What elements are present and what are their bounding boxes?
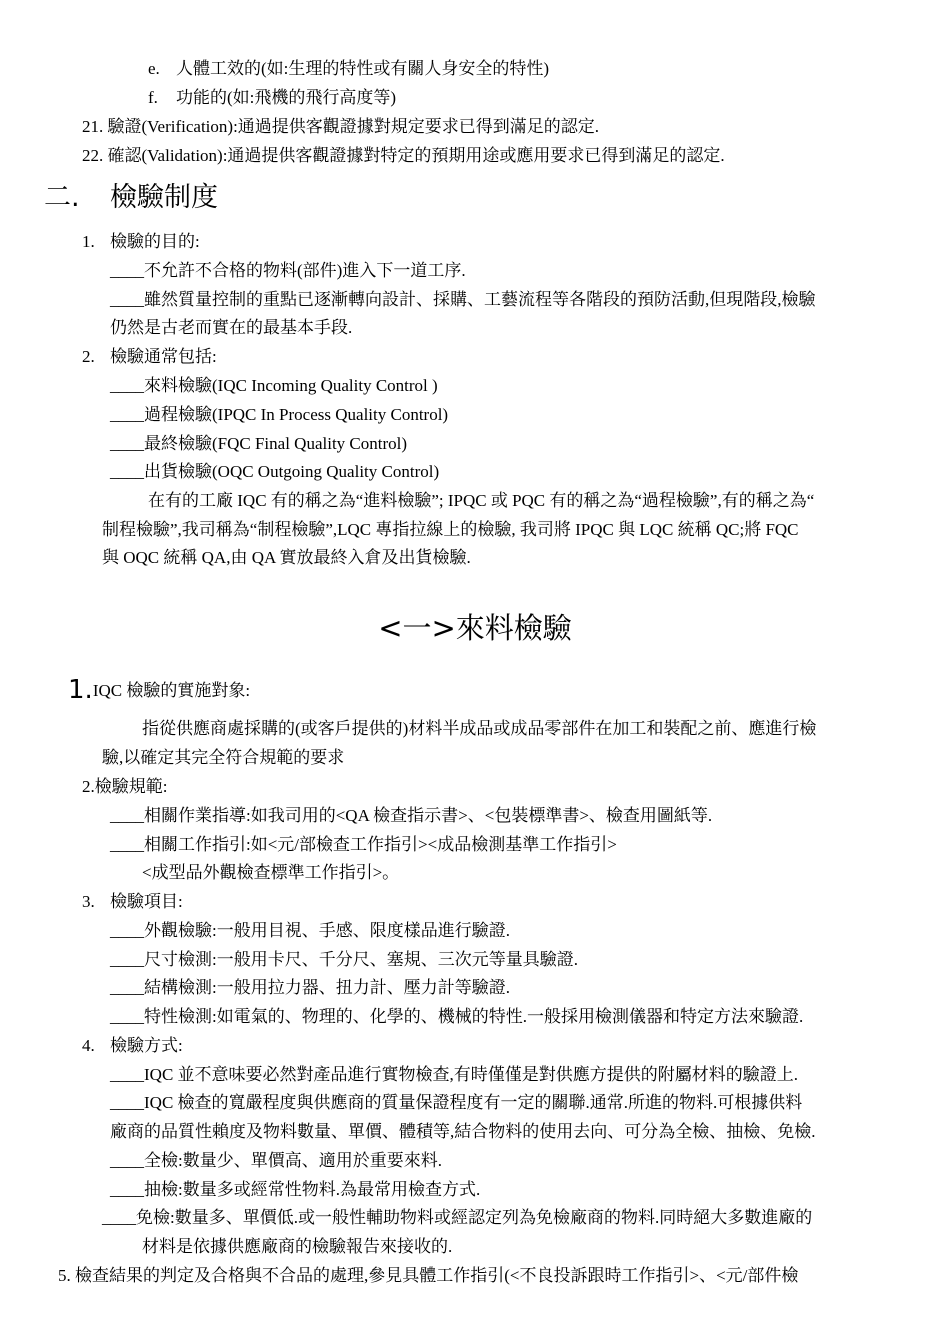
list-label: 檢驗的目的: [110, 232, 200, 251]
section-number: 1. [68, 675, 93, 705]
body-line: ____相關工作指引:如<元/部檢查工作指引><成品檢測基準工作指引> [110, 835, 617, 854]
item-22: 22. 確認(Validation):通過提供客觀證據對特定的預期用途或應用要求已得到滿足的認定. [82, 146, 725, 165]
body-line: 5. 檢查結果的判定及合格與不合品的處理,參見具體工作指引(<不良投訴跟時工作指引>、<元/部件檢 [58, 1266, 799, 1285]
body-line: 仍然是古老而實在的最基本手段. [110, 318, 353, 337]
body-line: ____抽檢:數量多或經常性物料.為最常用檢查方式. [110, 1180, 481, 1199]
chapter-title: <一>來料檢驗 [378, 611, 572, 645]
body-line: ____過程檢驗(IPQC In Process Quality Control) [110, 405, 449, 424]
paragraph-line: 驗,以確定其完全符合規範的要求 [102, 748, 345, 767]
item-e-text: 人體工效的(如:生理的特性或有關人身安全的特性) [176, 59, 550, 78]
body-line: ____IQC 並不意味要必然對產品進行實物檢查,有時僅僅是對供應方提供的附屬材料的驗證上. [110, 1065, 799, 1084]
section-label: 2.檢驗規範: [82, 777, 168, 796]
body-line: ____結構檢測:一般用拉力器、扭力計、壓力計等驗證. [110, 978, 510, 997]
body-line: 材料是依據供應廠商的檢驗報告來接收的. [142, 1237, 453, 1256]
body-line: ____全檢:數量少、單價高、適用於重要來料. [110, 1151, 442, 1170]
body-line: ____IQC 檢查的寬嚴程度與供應商的質量保證程度有一定的關聯.通常.所進的物料.可根據供料 [110, 1093, 803, 1112]
paragraph-line: 制程檢驗”,我司稱為“制程檢驗”,LQC 專指拉線上的檢驗, 我司將 IPQC 與 LQC 統稱 QC;將 FQC [102, 520, 799, 539]
paragraph-line: 與 OQC 統稱 QA,由 QA 實放最終入倉及出貨檢驗. [102, 548, 471, 567]
body-line: ____外觀檢驗:一般用目視、手感、限度樣品進行驗證. [110, 921, 510, 940]
body-line: ____雖然質量控制的重點已逐漸轉向設計、採購、工藝流程等各階段的預防活動,但現階段,檢驗 [110, 290, 816, 309]
body-line: ____來料檢驗(IQC Incoming Quality Control ) [110, 376, 438, 395]
body-line: ____不允許不合格的物料(部件)進入下一道工序. [110, 261, 466, 280]
list-marker: 1. [82, 232, 95, 251]
section-number: 二. [44, 182, 80, 213]
list-label: 檢驗方式: [110, 1036, 183, 1055]
body-line: <成型品外觀檢查標準工作指引>。 [142, 863, 400, 882]
item-marker-e: e. [148, 59, 160, 78]
body-line: ____特性檢測:如電氣的、物理的、化學的、機械的特性.一般採用檢測儀器和特定方法來驗證. [110, 1007, 804, 1026]
body-line: 廠商的品質性賴度及物料數量、單價、體積等,結合物料的使用去向、可分為全檢、抽檢、免檢. [110, 1122, 816, 1141]
list-marker: 2. [82, 347, 95, 366]
list-marker: 4. [82, 1036, 95, 1055]
body-line: ____尺寸檢測:一般用卡尺、千分尺、塞規、三次元等量具驗證. [110, 950, 578, 969]
item-21: 21. 驗證(Verification):通過提供客觀證據對規定要求已得到滿足的認定. [82, 117, 600, 136]
list-label: 檢驗項目: [110, 892, 183, 911]
body-line: ____出貨檢驗(OQC Outgoing Quality Control) [110, 462, 440, 481]
body-line: ____相關作業指導:如我司用的<QA 檢查指示書>、<包裝標準書>、檢查用圖紙等. [110, 806, 713, 825]
list-marker: 3. [82, 892, 95, 911]
paragraph-line: 指從供應商處採購的(或客戶提供的)材料半成品或成品零部件在加工和裝配之前、應進行檢 [142, 719, 817, 738]
body-line: ____免檢:數量多、單價低.或一般性輔助物料或經認定列為免檢廠商的物料.同時絕大多數進廠的 [102, 1208, 813, 1227]
list-label: 檢驗通常包括: [110, 347, 217, 366]
item-f-text: 功能的(如:飛機的飛行高度等) [176, 88, 397, 107]
section-label: IQC 檢驗的實施對象: [92, 681, 251, 700]
iqc-section-1-heading [68, 676, 250, 705]
body-line: ____最終檢驗(FQC Final Quality Control) [110, 434, 408, 453]
section-title: 檢驗制度 [110, 182, 218, 213]
paragraph-line: 在有的工廠 IQC 有的稱之為“進料檢驗”; IPQC 或 PQC 有的稱之為“過程檢驗”,有的稱之為“ [148, 491, 815, 510]
item-marker-f: f. [148, 88, 158, 107]
